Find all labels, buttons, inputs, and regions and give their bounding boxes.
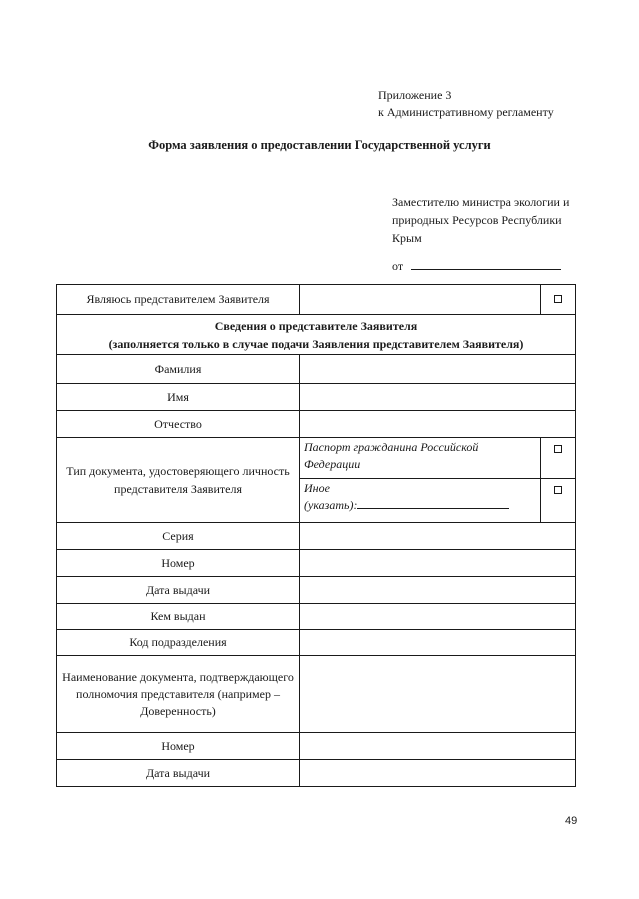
table-row [57, 438, 576, 479]
section-title: Сведения о представителе Заявителя [214, 318, 418, 333]
series-field[interactable] [300, 523, 576, 550]
other-option [300, 479, 541, 523]
table-row [57, 411, 576, 438]
from-label: от [392, 259, 404, 273]
surname-label: Фамилия [57, 355, 300, 384]
issue-date-label: Дата выдачи [57, 577, 300, 604]
authority-issue-date-label: Дата выдачи [57, 760, 300, 787]
authority-number-label: Номер [57, 733, 300, 760]
checkbox-icon [554, 295, 562, 303]
table-row [57, 656, 576, 733]
representative-label: Являюсь представителем Заявителя [57, 285, 300, 315]
division-code-field[interactable] [300, 630, 576, 656]
representative-form-table [56, 284, 576, 787]
table-row [57, 577, 576, 604]
table-row [57, 760, 576, 787]
checkbox-icon [554, 486, 562, 494]
passport-option-label: Паспорт гражданина Российской Федерации [300, 438, 541, 479]
addressee-line: Крым [392, 231, 422, 245]
authority-doc-field[interactable] [300, 656, 576, 733]
number-field[interactable] [300, 550, 576, 577]
section-subtitle: (заполняется только в случае подачи Заявления представителем Заявителя) [108, 336, 524, 351]
other-checkbox[interactable] [541, 479, 576, 523]
table-row [57, 384, 576, 411]
table-row [57, 315, 576, 355]
other-specify-line[interactable] [357, 497, 509, 509]
from-field [392, 258, 561, 274]
addressee-line: природных Ресурсов Республики [392, 213, 562, 227]
form-title: Форма заявления о предоставлении Государственной услуги [148, 138, 491, 152]
other-option-label: Иное [304, 481, 330, 495]
doc-type-label: Тип документа, удостоверяющего личность представителя Заявителя [57, 438, 300, 523]
addressee-block [392, 193, 592, 247]
representative-value-cell[interactable] [300, 285, 541, 315]
representative-checkbox[interactable] [541, 285, 576, 315]
authority-doc-label: Наименование документа, подтверждающего полномочия представителя (например – Доверенность) [57, 656, 300, 733]
issued-by-label: Кем выдан [57, 604, 300, 630]
appendix-reference [378, 87, 554, 121]
series-label: Серия [57, 523, 300, 550]
table-row [57, 604, 576, 630]
issued-by-field[interactable] [300, 604, 576, 630]
authority-issue-date-field[interactable] [300, 760, 576, 787]
table-row [57, 285, 576, 315]
other-option-specify: (указать): [304, 497, 536, 514]
division-code-label: Код подразделения [57, 630, 300, 656]
authority-number-field[interactable] [300, 733, 576, 760]
patronymic-label: Отчество [57, 411, 300, 438]
table-row [57, 355, 576, 384]
addressee-line: Заместителю министра экологии и [392, 195, 570, 209]
table-row [57, 550, 576, 577]
table-row [57, 630, 576, 656]
patronymic-field[interactable] [300, 411, 576, 438]
name-label: Имя [57, 384, 300, 411]
checkbox-icon [554, 445, 562, 453]
number-label: Номер [57, 550, 300, 577]
page-number: 49 [565, 815, 578, 827]
appendix-number: Приложение 3 [378, 88, 452, 102]
from-input-line[interactable] [411, 258, 561, 270]
surname-field[interactable] [300, 355, 576, 384]
issue-date-field[interactable] [300, 577, 576, 604]
table-row [57, 733, 576, 760]
passport-checkbox[interactable] [541, 438, 576, 479]
section-header [57, 315, 576, 355]
name-field[interactable] [300, 384, 576, 411]
table-row [57, 523, 576, 550]
appendix-regulation: к Административному регламенту [378, 105, 554, 119]
